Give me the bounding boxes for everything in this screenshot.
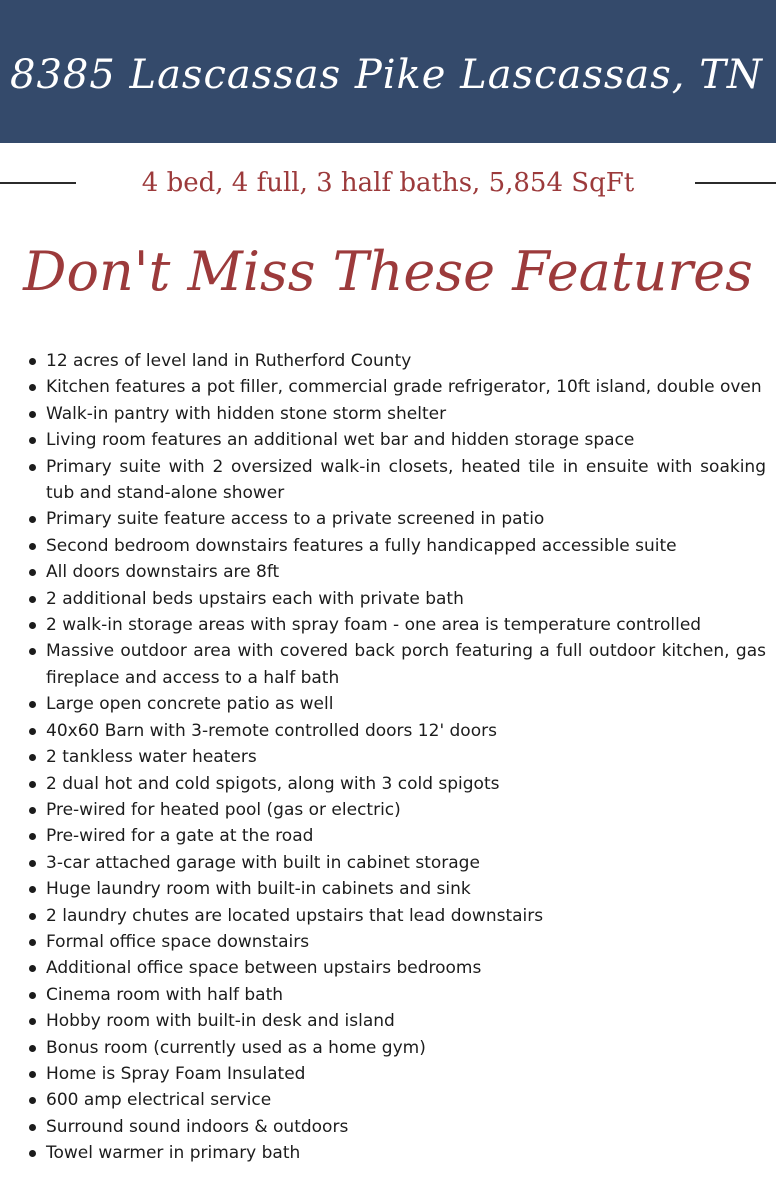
feature-item: 2 additional beds upstairs each with private bath xyxy=(26,586,766,612)
feature-item: 40x60 Barn with 3-remote controlled doors 12' doors xyxy=(26,718,766,744)
property-address-title: 8385 Lascassas Pike Lascassas, TN xyxy=(10,52,763,98)
divider-left xyxy=(0,182,76,184)
feature-item: Walk-in pantry with hidden stone storm shelter xyxy=(26,401,766,427)
feature-item: Second bedroom downstairs features a fully handicapped accessible suite xyxy=(26,533,766,559)
features-heading: Don't Miss These Features xyxy=(23,240,753,303)
feature-item: Additional office space between upstairs bedrooms xyxy=(26,955,766,981)
divider-right xyxy=(695,182,776,184)
feature-item: Pre-wired for heated pool (gas or electric) xyxy=(26,797,766,823)
feature-item: Primary suite feature access to a private screened in patio xyxy=(26,506,766,532)
feature-item: Formal office space downstairs xyxy=(26,929,766,955)
feature-item: Huge laundry room with built-in cabinets and sink xyxy=(26,876,766,902)
feature-item: 600 amp electrical service xyxy=(26,1087,766,1113)
feature-item: 2 walk-in storage areas with spray foam - one area is temperature controlled xyxy=(26,612,766,638)
feature-item: Surround sound indoors & outdoors xyxy=(26,1114,766,1140)
feature-item: 12 acres of level land in Rutherford County xyxy=(26,348,766,374)
feature-item: Kitchen features a pot filler, commercial grade refrigerator, 10ft island, double oven xyxy=(26,374,766,400)
feature-item: Living room features an additional wet bar and hidden storage space xyxy=(26,427,766,453)
property-stats: 4 bed, 4 full, 3 half baths, 5,854 SqFt xyxy=(141,168,635,198)
feature-item: Cinema room with half bath xyxy=(26,982,766,1008)
header-banner xyxy=(0,0,776,143)
feature-item: 3-car attached garage with built in cabinet storage xyxy=(26,850,766,876)
feature-item: Pre-wired for a gate at the road xyxy=(26,823,766,849)
feature-item: Primary suite with 2 oversized walk-in closets, heated tile in ensuite with soaking tub and stand-alone shower xyxy=(26,454,766,507)
features-list xyxy=(26,348,766,1167)
feature-item: Large open concrete patio as well xyxy=(26,691,766,717)
feature-item: Bonus room (currently used as a home gym) xyxy=(26,1035,766,1061)
feature-item: 2 tankless water heaters xyxy=(26,744,766,770)
feature-item: 2 dual hot and cold spigots, along with 3 cold spigots xyxy=(26,771,766,797)
feature-item: Towel warmer in primary bath xyxy=(26,1140,766,1166)
feature-item: Home is Spray Foam Insulated xyxy=(26,1061,766,1087)
feature-item: All doors downstairs are 8ft xyxy=(26,559,766,585)
feature-item: 2 laundry chutes are located upstairs that lead downstairs xyxy=(26,903,766,929)
feature-item: Hobby room with built-in desk and island xyxy=(26,1008,766,1034)
feature-item: Massive outdoor area with covered back porch featuring a full outdoor kitchen, gas fireplace and access to a half bath xyxy=(26,638,766,691)
